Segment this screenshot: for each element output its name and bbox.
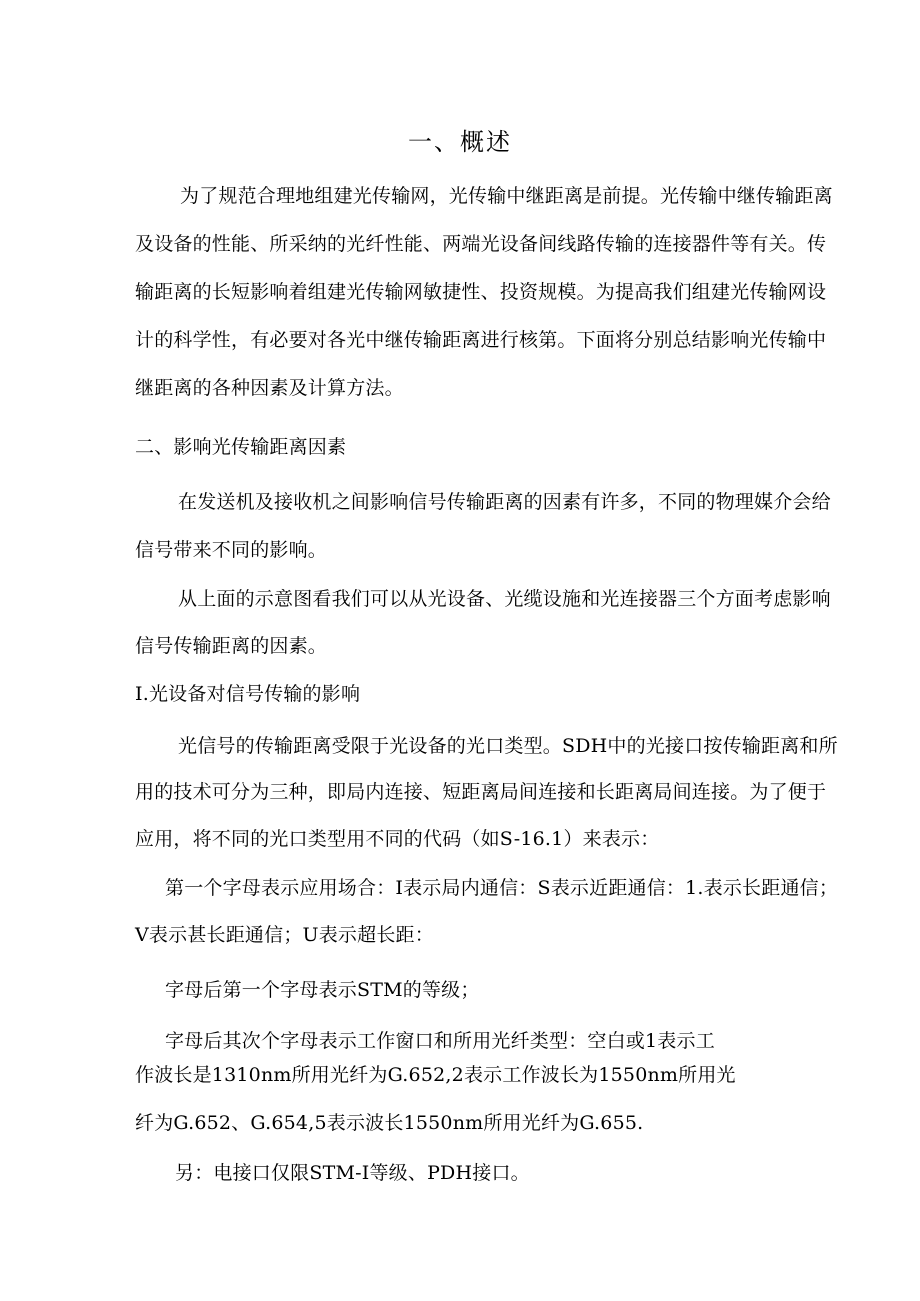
paragraph-line: 纤为G.652、G.654,5表示波长1550nm所用光纤为G.655. xyxy=(135,1112,644,1134)
paragraph-line: 信号传输距离的因素。 xyxy=(135,635,328,657)
paragraph-line: 另：电接口仅限STM-I等级、PDH接口。 xyxy=(175,1162,530,1184)
subsection-heading-equipment: I.光设备对信号传输的影响 xyxy=(135,683,361,705)
paragraph-line: 从上面的示意图看我们可以从光设备、光缆设施和光连接器三个方面考虑影响 xyxy=(178,588,831,610)
paragraph-line: 光信号的传输距离受限于光设备的光口类型。SDH中的光接口按传输距离和所 xyxy=(178,735,838,757)
paragraph-line: 在发送机及接收机之间影响信号传输距离的因素有许多，不同的物理媒介会给 xyxy=(178,491,831,513)
paragraph-line: 第一个字母表示应用场合：I表示局内通信：S表示近距通信：1.表示长距通信； xyxy=(165,877,839,899)
paragraph-line: V表示甚长距通信；U表示超长距： xyxy=(135,924,434,946)
section-heading-factors: 二、影响光传输距离因素 xyxy=(135,436,347,458)
paragraph-line: 为了规范合理地组建光传输网，光传输中继距离是前提。光传输中继传输距离 xyxy=(180,185,833,207)
paragraph-line: 字母后其次个字母表示工作窗口和所用光纤类型：空白或1表示工 xyxy=(165,1030,715,1052)
paragraph-line: 字母后第一个字母表示STM的等级； xyxy=(165,979,480,1001)
paragraph-line: 继距离的各种因素及计算方法。 xyxy=(135,377,404,399)
paragraph-line: 用的技术可分为三种，即局内连接、短距离局间连接和长距离局间连接。为了便于 xyxy=(135,781,827,803)
paragraph-line: 作波长是1310nm所用光纤为G.652,2表示工作波长为1550nm所用光 xyxy=(135,1064,736,1086)
paragraph-line: 信号带来不同的影响。 xyxy=(135,539,328,561)
paragraph-line: 应用，将不同的光口类型用不同的代码（如S-16.1）来表示： xyxy=(135,828,660,850)
paragraph-line: 输距离的长短影响着组建光传输网敏捷性、投资规模。为提高我们组建光传输网设 xyxy=(135,281,827,303)
paragraph-line: 及设备的性能、所采纳的光纤性能、两端光设备间线路传输的连接器件等有关。传 xyxy=(135,233,827,255)
section-title-overview: 一、概述 xyxy=(408,128,512,156)
paragraph-line: 计的科学性，有必要对各光中继传输距离进行核第。下面将分别总结影响光传输中 xyxy=(135,329,827,351)
